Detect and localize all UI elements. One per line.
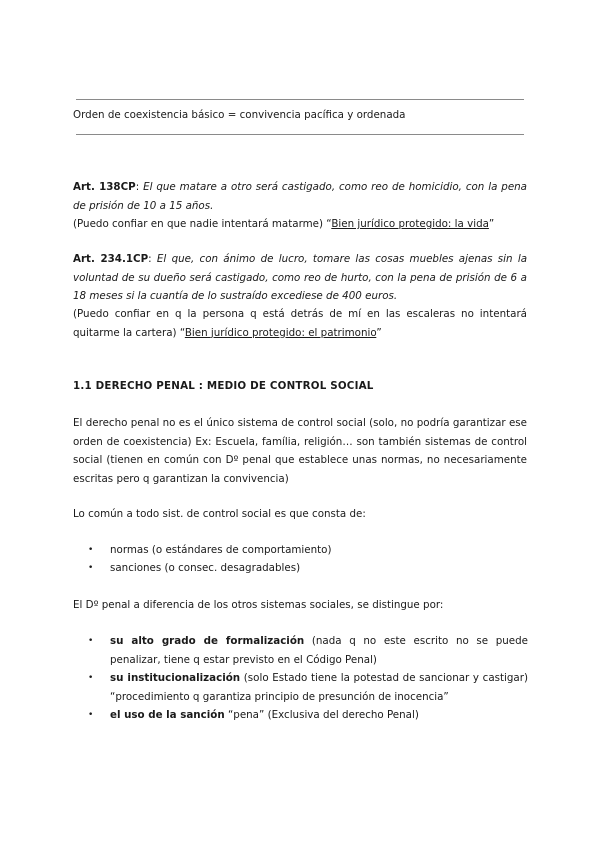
control-social-paragraph: El derecho penal no es el único sistema de control social (solo, no podría garantizar ese orden de coexistencia) Ex: Escuela, família, religión… son también sistemas de control social (tienen en común con Dº penal que establece unas normas, no necesariamente escritas pero q garantizan la convivencia) xyxy=(73,417,527,485)
list-item-sancion-rest: “pena” (Exclusiva del derecho Penal) xyxy=(224,709,419,721)
list-item-institucionalizacion xyxy=(110,669,528,706)
art-138-label: Art. 138CP xyxy=(73,181,136,193)
art-138-paragraph xyxy=(73,178,527,215)
list-item-institucionalizacion-term: su institucionalización xyxy=(110,672,241,684)
top-rule xyxy=(76,99,524,100)
bullet-icon: • xyxy=(88,710,94,720)
art-234-text: El que, con ánimo de lucro, tomare las cosas muebles ajenas sin la voluntad de su dueño será castigado, como reo de hurto, con la pena de prisión de 6 a 18 meses si la cuantía de lo sustraído excediese de 400 euros. xyxy=(73,253,528,302)
list-item-formalizacion-rest: (nada q no este escrito no se puede penalizar, tiene q estar previsto en el Código Penal) xyxy=(110,635,528,666)
art-138-bien-juridico: Bien jurídico protegido: la vida xyxy=(331,218,489,230)
art-234-paragraph xyxy=(73,250,527,306)
art-234-note-prefix: (Puedo confiar en q la persona q está detrás de mí en las escaleras no intentará quitarme la cartera) “ xyxy=(73,308,527,339)
art-138-colon: : xyxy=(135,181,144,193)
art-234-colon: : xyxy=(148,253,157,265)
bullet-icon: • xyxy=(88,636,94,646)
art-138-note xyxy=(73,215,527,234)
art-138-text: El que matare a otro será castigado, como reo de homicidio, con la pena de prisión de 10 a 15 años. xyxy=(73,181,527,212)
header-line: Orden de coexistencia básico = convivencia pacífica y ordenada xyxy=(73,109,406,121)
art-234-note-suffix: ” xyxy=(376,326,382,339)
bullet-icon: • xyxy=(88,673,94,683)
section-heading: 1.1 DERECHO PENAL : MEDIO DE CONTROL SOCIAL xyxy=(73,380,374,392)
art-234-bien-juridico: Bien jurídico protegido: el patrimonio xyxy=(184,326,377,339)
list-item-formalizacion-term: su alto grado de formalización xyxy=(110,635,305,647)
art-234-note xyxy=(73,305,527,342)
list-item-sancion xyxy=(110,706,528,725)
list-item-institucionalizacion-rest: (solo Estado tiene la potestad de sancionar y castigar) “procedimiento q garantiza principio de presunción de inocencia” xyxy=(110,672,528,703)
art-138-note-suffix: ” xyxy=(488,218,495,230)
list-item-sanciones: sanciones (o consec. desagradables) xyxy=(110,562,301,574)
list-item-formalizacion xyxy=(110,632,528,669)
bullet-icon: • xyxy=(88,545,94,555)
elements-intro-paragraph: Lo común a todo sist. de control social es que consta de: xyxy=(73,508,366,520)
list-item-sancion-term: el uso de la sanción xyxy=(110,709,225,721)
bullet-icon: • xyxy=(88,563,94,573)
list-item-normas: normas (o estándares de comportamiento) xyxy=(110,544,332,556)
art-234-label: Art. 234.1CP xyxy=(73,253,149,265)
distinction-intro-paragraph: El Dº penal a diferencia de los otros sistemas sociales, se distingue por: xyxy=(73,599,444,611)
art-138-note-prefix: (Puedo confiar en que nadie intentará matarme) “ xyxy=(73,218,332,230)
bottom-rule xyxy=(76,134,524,135)
